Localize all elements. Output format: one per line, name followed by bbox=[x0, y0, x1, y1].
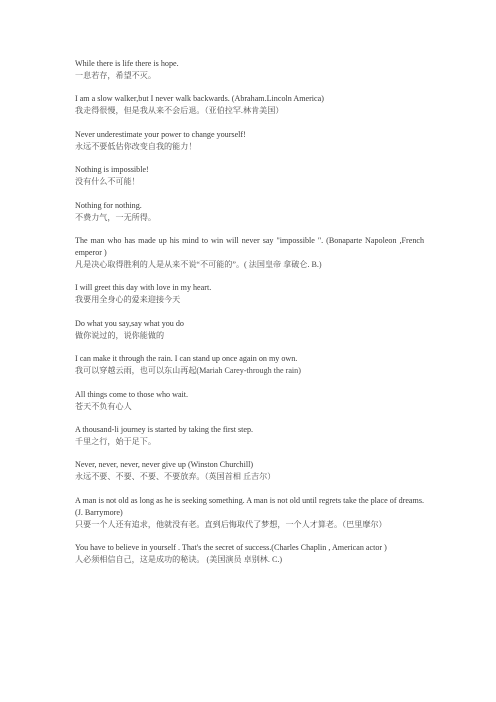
quote-english: Do what you say,say what you do bbox=[75, 318, 184, 328]
quotes-list bbox=[75, 58, 424, 577]
quote-chinese: 一息若存，希望不灭。 bbox=[75, 71, 156, 80]
quote-english: Nothing for nothing. bbox=[75, 200, 142, 210]
quote-chinese: 我要用全身心的爱来迎接今天 bbox=[75, 295, 181, 305]
quote-chinese: 不费力气，一无所得。 bbox=[75, 212, 156, 222]
quote-entry bbox=[75, 389, 424, 413]
quote-english: Never underestimate your power to change yourself! bbox=[75, 129, 246, 139]
quote-entry bbox=[75, 318, 424, 342]
quote-english: While there is life there is hope. bbox=[75, 59, 179, 68]
quote-english: I will greet this day with love in my heart. bbox=[75, 283, 212, 293]
quote-english: All things come to those who wait. bbox=[75, 389, 189, 399]
quote-chinese: 苍天不负有心人 bbox=[75, 401, 132, 411]
quote-entry bbox=[75, 459, 424, 483]
quote-entry bbox=[75, 424, 424, 448]
quote-entry bbox=[75, 235, 424, 271]
quote-entry bbox=[75, 353, 424, 377]
quote-chinese: 永远不要低估你改变自我的能力！ bbox=[75, 141, 197, 151]
quote-chinese: 没有什么不可能！ bbox=[75, 177, 140, 187]
quote-chinese: 凡是决心取得胜利的人是从来不说“不可能的”。( 法国皇帝 拿破仑. B.) bbox=[75, 259, 322, 269]
quote-english: Nothing is impossible! bbox=[75, 165, 149, 175]
quote-chinese: 永远不要、不要、不要、不要放弃。（英国首相 丘吉尔） bbox=[75, 472, 276, 482]
quote-english: You have to believe in yourself . That's the secret of success.(Charles Chaplin , American actor ) bbox=[75, 543, 387, 553]
quote-chinese: 人必须相信自己，这是成功的秘诀。 (美国演员 卓别林. C.) bbox=[75, 555, 283, 565]
quote-chinese: 千里之行，始于足下。 bbox=[75, 436, 156, 446]
quote-entry bbox=[75, 282, 424, 306]
quote-chinese: 只要一个人还有追求，他就没有老。直到后悔取代了梦想，一个人才算老。（巴里摩尔） bbox=[75, 519, 387, 529]
quote-entry bbox=[75, 542, 424, 566]
quote-chinese: 我走得很慢，但是我从来不会后退。（亚伯拉罕.林肯美国） bbox=[75, 106, 284, 116]
quote-english: A thousand-li journey is started by taking the first step. bbox=[75, 424, 254, 434]
quote-english: Never, never, never, never give up (Winston Churchill) bbox=[75, 460, 254, 470]
quote-english: I am a slow walker,but I never walk backwards. (Abraham.Lincoln America) bbox=[75, 94, 324, 104]
quote-chinese: 做你说过的，说你能做的 bbox=[75, 330, 165, 340]
quote-entry bbox=[75, 129, 424, 153]
quote-entry bbox=[75, 58, 424, 82]
quote-chinese: 我可以穿越云雨，也可以东山再起(Mariah Carey-through the rain) bbox=[75, 366, 301, 376]
quote-english: I can make it through the rain. I can stand up once again on my own. bbox=[75, 354, 298, 364]
quote-entry bbox=[75, 164, 424, 188]
quote-english: A man is not old as long as he is seeking something. A man is not old until regrets take the place of dreams. (J. Barrymore) bbox=[75, 495, 424, 517]
quote-entry bbox=[75, 200, 424, 224]
quote-english: The man who has made up his mind to win will never say "impossible ". (Bonaparte Napoleon ,French emperor ) bbox=[75, 235, 424, 257]
quote-entry bbox=[75, 93, 424, 117]
quote-entry bbox=[75, 495, 424, 531]
